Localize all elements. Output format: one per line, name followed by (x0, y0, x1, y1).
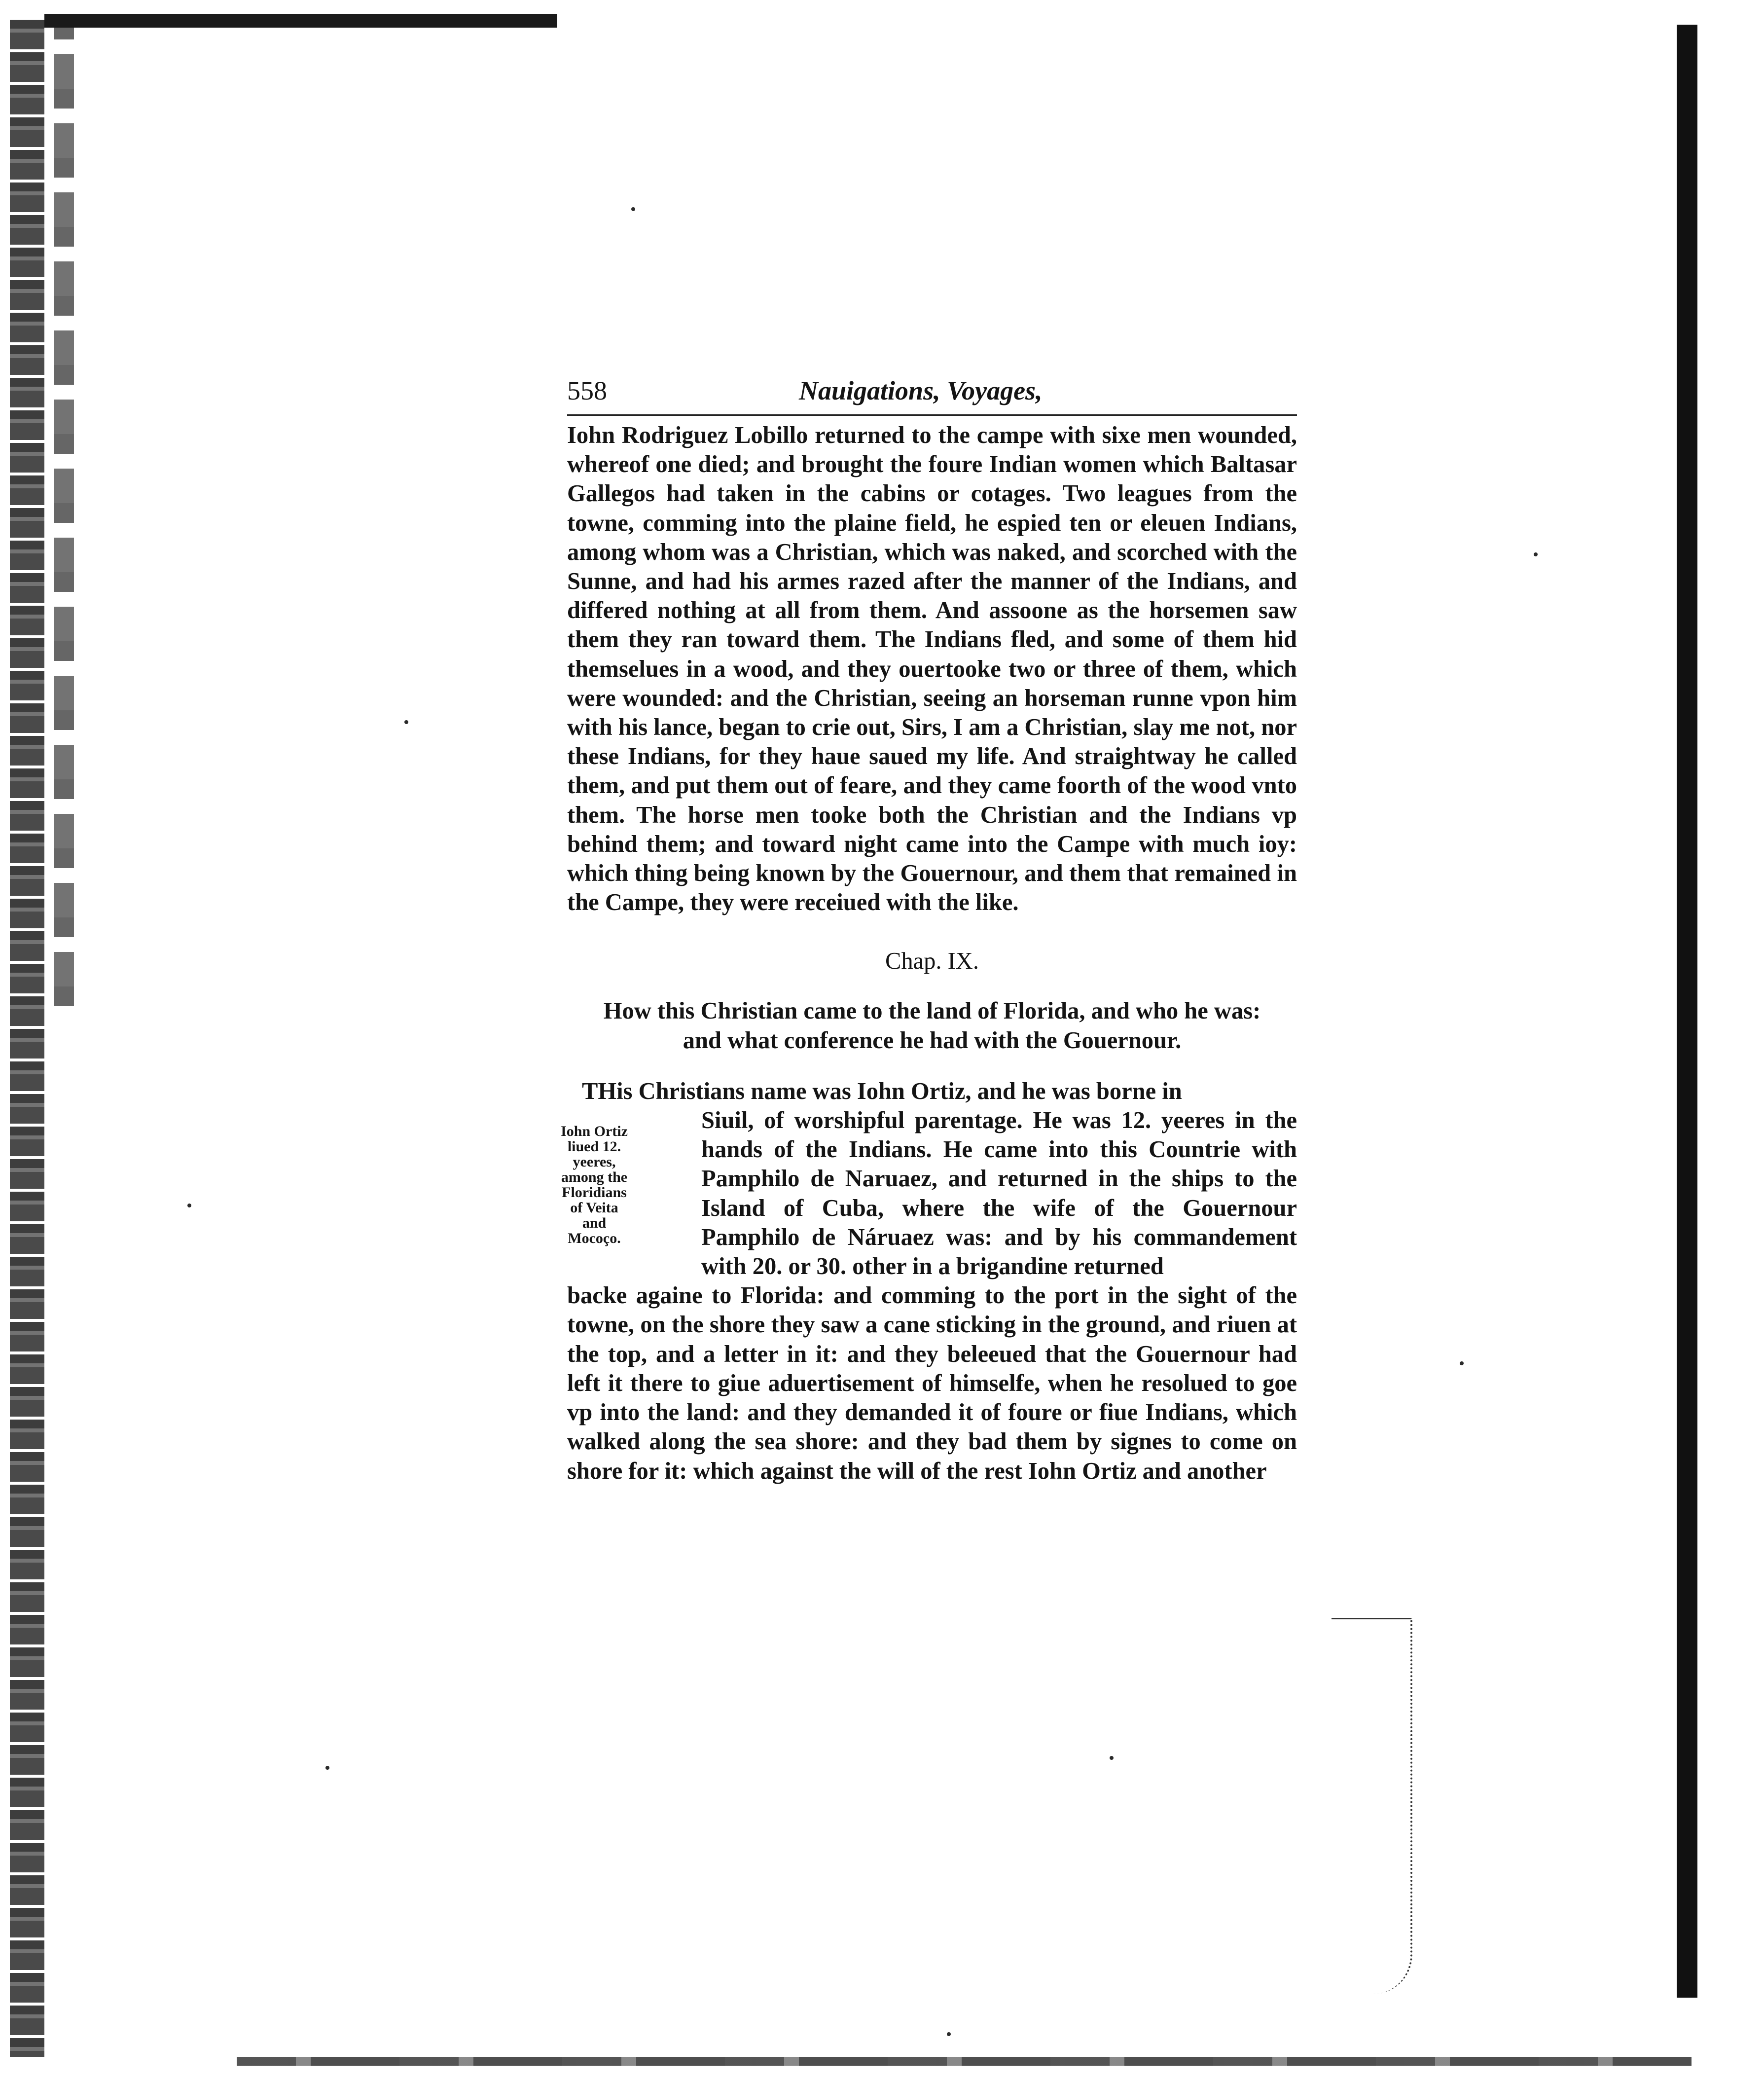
scan-speck (187, 1204, 191, 1207)
running-title: Nauigations, Voyages, (799, 376, 1043, 405)
opening-paragraph: Iohn Rodriguez Lobillo returned to the campe with sixe men wounded, whereof one died; and brought the foure Indian women which Baltasar Gallegos had taken in the cabins or cotages. Two leagues from the towne, comming into the plaine field, he espied ten or eleuen Indians, among whom was a Christian, which was naked, and scorched with the Sunne, and had his armes razed after the manner of the Indians, and differed nothing at all from them. And assoone as the horsemen saw them they ran toward them. The Indians fled, and some of them hid themselues in a wood, and they ouertooke two or three of them, which were wounded: and the Christian, seeing an horseman runne vpon him with his lance, began to crie out, Sirs, I am a Christian, slay me not, nor these Indians, for they haue saued my life. And straightway he called them, and put them out of feare, and they came foorth of the wood vnto them. The horse men tooke both the Christian and the Indians vp behind them; and toward night came into the Campe with much ioy: which thing being known by the Gouernour, and them that remained in the Campe, they were receiued with the like. (567, 422, 1297, 916)
scan-speck (1534, 552, 1538, 556)
scan-speck (325, 1766, 329, 1770)
scan-speck (631, 207, 635, 211)
chapter-heading: Chap. IX. (885, 948, 979, 975)
book-page (561, 370, 1297, 1486)
page-curl-mark (1332, 1618, 1412, 1994)
scan-speck (1110, 1756, 1114, 1760)
page-number: 558 (567, 376, 607, 405)
running-head (567, 370, 1297, 416)
scan-edge-bottom (237, 2057, 1692, 2066)
chapter-indented-text: Siuil, of worshipful parentage. He was 12. yeeres in the hands of the Indians. He came into this Countrie with Pamphilo de Naruaez, and returned in the ships to the Island of Cuba, where the wife of the Gouernour Pamphilo de Náruaez was: and by his commandement with 20. or 30. other in a brigandine returned (701, 1107, 1297, 1280)
dropcap: THis (582, 1078, 633, 1104)
margin-note: Iohn Ortiz liued 12. yeeres, among the Floridians of Veita and Mocoço. (561, 1123, 628, 1246)
scan-speck (1460, 1361, 1464, 1365)
scan-speck (404, 720, 408, 724)
scan-edge-right (1677, 25, 1697, 1998)
chapter-continuation: backe againe to Florida: and comming to the port in the sight of the towne, on the shore they saw a cane sticking in the ground, and riuen at the top, and a letter in it: and they beleeued that the Gouernour had left it there to giue aduertisement of himselfe, when he resolued to goe vp into the land: and they demanded it of foure or fiue Indians, which walked along the sea shore: and they bad them by signes to come on shore for it: which against the will of the rest Iohn Ortiz and another (567, 1282, 1297, 1484)
scan-speck (947, 2032, 951, 2036)
chapter-subtitle: How this Christian came to the land of Florida, and who he was: and what conference he had with the Gouernour. (603, 998, 1261, 1054)
chapter-first-line: Christians name was Iohn Ortiz, and he was borne in (638, 1078, 1182, 1104)
scan-edge-left-inner (54, 20, 74, 1006)
chapter-body (561, 1077, 1297, 1486)
scan-edge-top (44, 14, 557, 28)
chapter-text (567, 1077, 1297, 1486)
scan-edge-left (10, 20, 44, 2057)
